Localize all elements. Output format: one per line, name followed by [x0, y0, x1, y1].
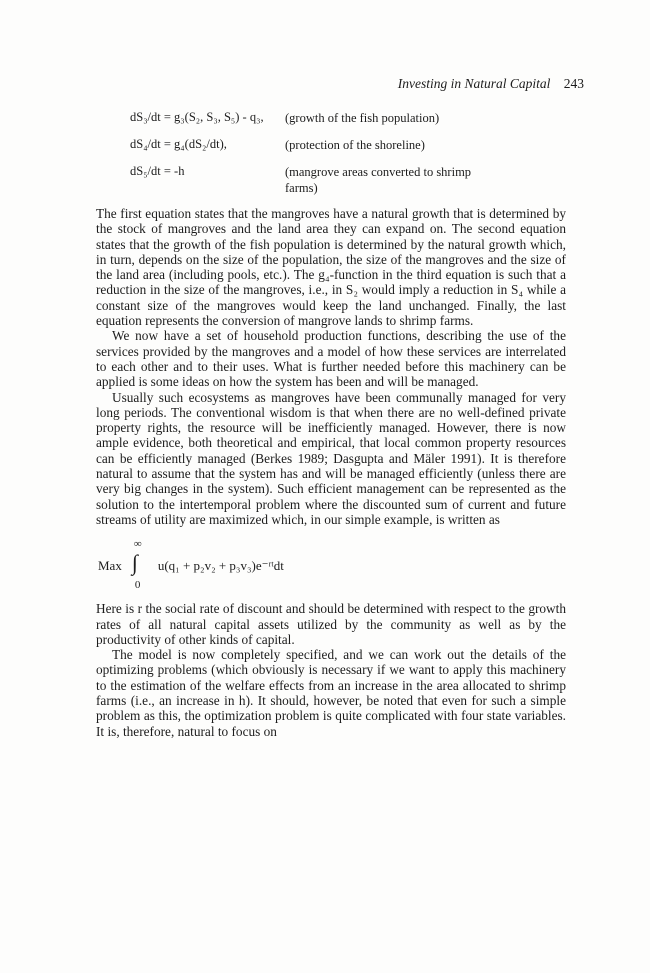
integral-sign [128, 539, 150, 591]
equation-expression: dS₄/dt = g₄(dS₂/dt), [130, 137, 227, 151]
equation-annotation: (growth of the fish population) [285, 111, 440, 125]
paragraph: We now have a set of household production functions, describing the use of the services provided by the mangroves and a model of how these services are interrelated to each other and to their uses. What is further needed before this machinery can be applied is some ideas on how the system has been and will be managed. [96, 328, 566, 390]
equation-row [130, 164, 550, 196]
integral-equation [98, 539, 566, 591]
equation-expression: dS₅/dt = -h [130, 164, 185, 178]
integral-upper-limit: ∞ [133, 538, 142, 551]
paragraph: The model is now completely specified, and we can work out the details of the optimizing problems (which obviously is necessary if we want to apply this machinery to the estimation of the welfare effects from an increase in the area allocated to shrimp farms (i.e., an increase in h). It should, however, be noted that even for such a simple problem as this, the optimization problem is quite complicated with four state variables. It is, therefore, natural to focus on [96, 647, 566, 739]
equation-annotation: (mangrove areas converted to shrimp farms) [285, 165, 472, 195]
running-header [398, 76, 584, 92]
page-number: 243 [563, 76, 584, 91]
running-title: Investing in Natural Capital [397, 76, 551, 91]
max-operator: Max [98, 557, 122, 573]
paragraph: The first equation states that the mangroves have a natural growth that is determined by the stock of mangroves and the land area they can expand on. The second equation states that the growth of the fish population is determined by the natural growth which, in turn, depends on the size of the population, the size of the mangroves and the size of the land area (including pools, etc.). The g₄-function in the third equation is such that a reduction in the size of the mangroves, i.e., in S₂ would imply a reduction in S₄ while a constant size of the mangroves would keep the land unchanged. Finally, the last equation represents the conversion of mangrove lands to shrimp farms. [96, 206, 566, 329]
equation-row [130, 137, 550, 153]
equation-row [130, 110, 550, 126]
equation-block [130, 110, 550, 207]
integral-symbol: ∫ [131, 550, 138, 576]
equation-expression: dS₃/dt = g₃(S₂, S₃, S₅) - q₃, [130, 110, 264, 124]
integral-lower-limit: 0 [134, 579, 141, 592]
equation-annotation: (protection of the shoreline) [285, 138, 425, 152]
paragraph: Here is r the social rate of discount and should be determined with respect to the growth rates of all natural capital assets utilized by the community as well as by the productivity of other kinds of capital. [96, 601, 566, 647]
paragraph: Usually such ecosystems as mangroves have been communally managed for very long periods. The conventional wisdom is that when there are no well-defined private property rights, the resource will be inefficiently managed. However, there is now ample evidence, both theoretical and empirical, that local common property resources can be efficiently managed (Berkes 1989; Dasgupta and Mäler 1991). It is therefore natural to assume that the system has and will be managed efficiently (unless there are very big changes in the system). Such efficient management can be represented as the solution to the intertemporal problem where the discounted sum of current and future streams of utility are maximized which, in our simple example, is written as [96, 389, 566, 527]
integrand: u(q₁ + p₂v₂ + p₃v₃)e⁻ʳᵗdt [157, 557, 284, 573]
body-text [96, 206, 566, 739]
